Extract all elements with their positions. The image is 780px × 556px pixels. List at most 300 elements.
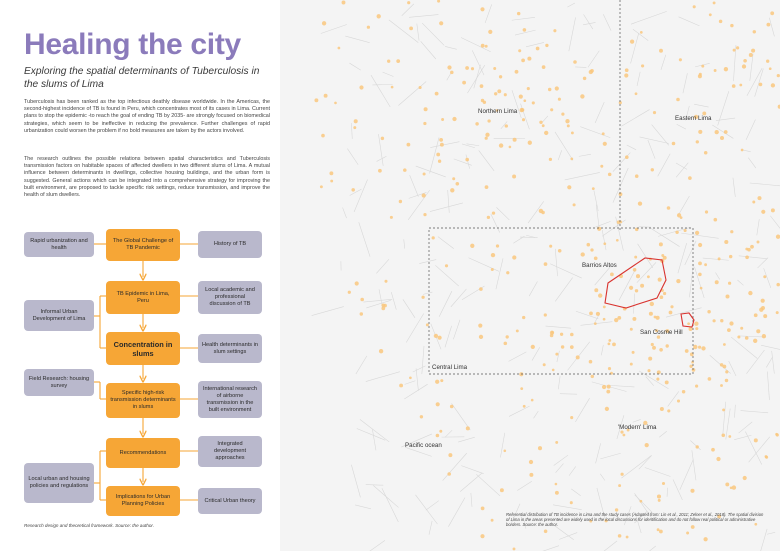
- tb-case-dot: [666, 344, 669, 347]
- tb-case-dot: [603, 142, 607, 146]
- tb-case-dot: [348, 291, 351, 294]
- tb-case-dot: [754, 313, 758, 317]
- tb-case-dot: [618, 484, 621, 487]
- tb-case-dot: [420, 415, 423, 418]
- tb-case-dot: [481, 507, 485, 511]
- tb-case-dot: [757, 241, 760, 244]
- tb-case-dot: [491, 253, 495, 257]
- map-label-pacific-ocean: Pacific ocean: [405, 442, 442, 449]
- tb-case-dot: [749, 53, 753, 57]
- tb-case-dot: [589, 360, 593, 364]
- tb-case-dot: [629, 286, 633, 290]
- tb-case-dot: [545, 44, 548, 47]
- tb-case-dot: [353, 126, 356, 129]
- tb-case-dot: [742, 64, 746, 68]
- tb-case-dot: [612, 343, 616, 347]
- tb-case-dot: [736, 46, 739, 49]
- box-local-academic-discussion: Local academic and professional discussion of TB: [198, 281, 262, 314]
- tb-case-dot: [424, 107, 428, 111]
- tb-case-dot: [538, 446, 542, 450]
- tb-case-dot: [555, 491, 559, 495]
- tb-case-dot: [714, 69, 717, 72]
- tb-case-dot: [439, 21, 443, 25]
- tb-case-dot: [391, 86, 394, 89]
- tb-case-dot: [422, 193, 426, 197]
- tb-case-dot: [592, 187, 595, 190]
- tb-case-dot: [687, 322, 690, 325]
- tb-case-dot: [479, 287, 483, 291]
- tb-case-dot: [360, 298, 364, 302]
- tb-case-dot: [729, 321, 733, 325]
- tb-case-dot: [487, 119, 490, 122]
- tb-case-dot: [733, 49, 736, 52]
- tb-case-dot: [745, 336, 749, 340]
- tb-case-dot: [750, 245, 754, 249]
- map-label-san-cosme-hill: San Cosme Hill: [640, 329, 683, 336]
- tb-case-dot: [597, 227, 601, 231]
- tb-case-dot: [608, 173, 612, 177]
- tb-case-dot: [555, 353, 558, 356]
- tb-case-dot: [436, 153, 440, 157]
- tb-case-dot: [614, 318, 618, 322]
- map-label-northern-lima: Northern Lima: [478, 108, 517, 115]
- tb-case-dot: [550, 334, 554, 338]
- tb-case-dot: [322, 21, 326, 25]
- tb-case-dot: [558, 249, 562, 253]
- tb-case-dot: [720, 384, 723, 387]
- tb-case-dot: [776, 283, 780, 287]
- tb-case-dot: [730, 24, 733, 27]
- tb-case-dot: [737, 335, 740, 338]
- tb-case-dot: [492, 211, 495, 214]
- tb-case-dot: [667, 206, 671, 210]
- tb-case-dot: [518, 49, 521, 52]
- tb-case-dot: [686, 532, 689, 535]
- tb-case-dot: [724, 67, 728, 71]
- tb-case-dot: [506, 335, 509, 338]
- tb-case-dot: [751, 49, 755, 53]
- tb-case-dot: [704, 151, 708, 155]
- box-health-determinants: Health determinants in slum settings: [198, 334, 262, 363]
- tb-case-dot: [625, 68, 629, 72]
- tb-case-dot: [619, 192, 623, 196]
- tb-case-dot: [320, 185, 323, 188]
- tb-case-dot: [762, 334, 766, 338]
- tb-case-dot: [594, 322, 597, 325]
- tb-case-dot: [481, 44, 485, 48]
- tb-case-dot: [667, 409, 670, 412]
- tb-case-dot: [715, 280, 719, 284]
- tb-case-dot: [699, 73, 702, 76]
- tb-case-dot: [565, 119, 569, 123]
- tb-case-dot: [561, 113, 564, 116]
- tb-case-dot: [636, 274, 640, 278]
- tb-case-dot: [723, 365, 727, 369]
- tb-case-dot: [730, 486, 733, 489]
- tb-case-dot: [441, 118, 444, 121]
- tb-case-dot: [645, 443, 649, 447]
- tb-case-dot: [640, 284, 644, 288]
- tb-case-dot: [470, 244, 474, 248]
- tb-case-dot: [480, 7, 484, 11]
- tb-case-dot: [532, 101, 535, 104]
- tb-case-dot: [694, 322, 698, 326]
- tb-case-dot: [485, 45, 488, 48]
- tb-case-dot: [743, 476, 747, 480]
- tb-case-dot: [329, 171, 333, 175]
- tb-case-dot: [452, 117, 456, 121]
- tb-case-dot: [713, 319, 716, 322]
- research-paragraph: The research outlines the possible relations between spatial characteristics and Tuberculosis transmission factors on habitable spaces of affected dwellers in two different slums of Lima. A mutual influence between determinants in dwellings, collective housing buildings, and the urban form is suggested. General actions which can be integrated into a comprehensive strategy for improving the built environment, are proposed to tackle specific risk settings, reduce transmission, and improve the health of slum dwellers.: [24, 156, 270, 199]
- tb-case-dot: [776, 311, 779, 314]
- tb-case-dot: [536, 47, 540, 51]
- tb-case-dot: [544, 313, 547, 316]
- tb-case-dot: [527, 57, 531, 61]
- tb-case-dot: [527, 87, 530, 90]
- tb-case-dot: [520, 387, 523, 390]
- tb-case-dot: [720, 136, 724, 140]
- tb-case-dot: [544, 131, 548, 135]
- tb-case-dot: [725, 482, 729, 486]
- tb-case-dot: [558, 98, 561, 101]
- tb-case-dot: [390, 216, 393, 219]
- tb-case-dot: [728, 435, 731, 438]
- tb-case-dot: [573, 60, 577, 64]
- tb-case-dot: [423, 172, 426, 175]
- tb-case-dot: [499, 143, 503, 147]
- tb-case-dot: [513, 547, 516, 550]
- tb-case-dot: [432, 236, 435, 239]
- tb-case-dot: [555, 483, 558, 486]
- map-label-barrios-altos: Barrios Altos: [582, 262, 617, 269]
- tb-case-dot: [445, 264, 448, 267]
- tb-case-dot: [722, 408, 725, 411]
- tb-case-dot: [567, 124, 570, 127]
- map-label-modern-lima: 'Modern' Lima: [618, 424, 656, 431]
- tb-case-dot: [587, 243, 591, 247]
- tb-case-dot: [504, 342, 508, 346]
- tb-case-dot: [660, 295, 664, 299]
- tb-case-dot: [360, 312, 363, 315]
- tb-case-dot: [452, 177, 455, 180]
- tb-case-dot: [543, 363, 546, 366]
- tb-case-dot: [652, 346, 656, 350]
- tb-case-dot: [544, 530, 548, 534]
- tb-case-dot: [632, 317, 636, 321]
- tb-case-dot: [703, 537, 707, 541]
- tb-case-dot: [512, 175, 516, 179]
- tb-case-dot: [676, 98, 680, 102]
- tb-case-dot: [765, 455, 768, 458]
- tb-case-dot: [659, 242, 663, 246]
- tb-case-dot: [771, 208, 775, 212]
- tb-case-dot: [606, 390, 610, 394]
- tb-case-dot: [740, 327, 743, 330]
- tb-case-dot: [676, 279, 680, 283]
- tb-case-dot: [570, 333, 574, 337]
- tb-case-dot: [695, 327, 698, 330]
- tb-case-dot: [523, 405, 526, 408]
- map-svg: [280, 0, 780, 551]
- tb-case-dot: [602, 132, 605, 135]
- tb-case-dot: [698, 261, 702, 265]
- tb-case-dot: [561, 345, 564, 348]
- tb-case-dot: [654, 316, 657, 319]
- tb-case-dot: [602, 385, 606, 389]
- tb-case-dot: [719, 20, 723, 24]
- tb-case-dot: [440, 379, 443, 382]
- tb-case-dot: [491, 519, 494, 522]
- tb-case-dot: [493, 67, 496, 70]
- tb-case-dot: [603, 318, 606, 321]
- tb-case-dot: [419, 86, 422, 89]
- box-international-research: International research of airborne transmission in the built environment: [198, 381, 262, 418]
- tb-case-dot: [624, 73, 628, 77]
- tb-case-dot: [689, 365, 692, 368]
- box-integrated-development: Integrated development approaches: [198, 436, 262, 467]
- tb-case-dot: [691, 361, 694, 364]
- tb-case-dot: [475, 122, 478, 125]
- tb-case-dot: [696, 140, 699, 143]
- tb-case-dot: [692, 368, 696, 372]
- tb-case-dot: [531, 345, 535, 349]
- tb-case-dot: [553, 29, 556, 32]
- tb-case-dot: [570, 416, 573, 419]
- tb-case-dot: [409, 27, 413, 31]
- tb-case-dot: [594, 288, 598, 292]
- tb-case-dot: [447, 472, 451, 476]
- tb-case-dot: [504, 450, 507, 453]
- tb-case-dot: [542, 65, 546, 69]
- tb-case-dot: [688, 176, 692, 180]
- box-global-challenge: The Global Challenge of TB Pandemic: [106, 229, 180, 261]
- tb-case-dot: [436, 402, 440, 406]
- tb-case-dot: [753, 339, 757, 343]
- tb-case-dot: [763, 314, 767, 318]
- tb-case-dot: [695, 385, 698, 388]
- tb-case-dot: [521, 59, 525, 63]
- tb-incidence-map: [280, 0, 780, 551]
- tb-case-dot: [434, 334, 438, 338]
- tb-case-dot: [379, 349, 383, 353]
- tb-case-dot: [560, 333, 563, 336]
- tb-case-dot: [693, 5, 696, 8]
- tb-case-dot: [640, 31, 643, 34]
- tb-case-dot: [682, 390, 685, 393]
- tb-case-dot: [505, 124, 508, 127]
- tb-case-dot: [324, 94, 328, 98]
- tb-case-dot: [658, 278, 662, 282]
- tb-case-dot: [766, 23, 770, 27]
- box-field-research: Field Research: housing survey: [24, 369, 94, 396]
- tb-case-dot: [513, 138, 517, 142]
- tb-case-dot: [714, 218, 718, 222]
- tb-case-dot: [497, 89, 501, 93]
- tb-case-dot: [660, 407, 664, 411]
- tb-case-dot: [730, 230, 733, 233]
- tb-case-dot: [724, 240, 728, 244]
- tb-case-dot: [701, 65, 704, 68]
- tb-case-dot: [399, 384, 403, 388]
- tb-case-dot: [573, 203, 576, 206]
- tb-case-dot: [638, 201, 642, 205]
- tb-case-dot: [381, 137, 384, 140]
- tb-case-dot: [462, 81, 466, 85]
- tb-case-dot: [701, 346, 705, 350]
- tb-case-dot: [665, 380, 669, 384]
- tb-case-dot: [605, 407, 609, 411]
- intro-paragraph: Tuberculosis has been ranked as the top infectious deathly disease worldwide. In the Americas, the second-highest incidence of TB is found in Peru, which concentrates most of its cases in Lima. Current plans to stop the epidemic -to reach the goal of ending TB by 2035- are strongly focused on biomedical strategies, which seem to be ineffective in reducing the prevalence. Further challenges of rapid urbanization could worsen the problem if no bold measures are taken by the actors involved.: [24, 99, 270, 135]
- tb-case-dot: [548, 88, 551, 91]
- tb-case-dot: [522, 316, 525, 319]
- tb-case-dot: [659, 49, 663, 53]
- tb-case-dot: [709, 13, 712, 16]
- tb-case-dot: [670, 305, 673, 308]
- tb-case-dot: [632, 351, 635, 354]
- tb-case-dot: [512, 255, 516, 259]
- tb-case-dot: [659, 348, 663, 352]
- tb-case-dot: [647, 275, 650, 278]
- tb-case-dot: [775, 433, 778, 436]
- tb-case-dot: [338, 47, 341, 50]
- tb-case-dot: [465, 158, 469, 162]
- tb-case-dot: [500, 488, 504, 492]
- tb-case-dot: [635, 92, 638, 95]
- tb-case-dot: [657, 494, 661, 498]
- tb-case-dot: [630, 39, 634, 43]
- tb-case-dot: [698, 273, 702, 277]
- tb-case-dot: [330, 180, 333, 183]
- tb-case-dot: [522, 118, 525, 121]
- tb-case-dot: [696, 445, 699, 448]
- tb-case-dot: [756, 329, 760, 333]
- tb-case-dot: [626, 536, 629, 539]
- tb-case-dot: [570, 158, 573, 161]
- tb-case-dot: [485, 185, 489, 189]
- tb-case-dot: [700, 287, 703, 290]
- tb-case-dot: [728, 282, 731, 285]
- tb-case-dot: [724, 130, 728, 134]
- tb-case-dot: [334, 102, 337, 105]
- tb-case-dot: [603, 242, 606, 245]
- tb-case-dot: [488, 30, 492, 34]
- tb-case-dot: [342, 1, 346, 5]
- tb-case-dot: [594, 256, 598, 260]
- tb-case-dot: [610, 273, 614, 277]
- tb-case-dot: [754, 438, 758, 442]
- tb-case-dot: [723, 343, 726, 346]
- tb-case-dot: [620, 431, 623, 434]
- tb-case-dot: [438, 336, 442, 340]
- tb-case-dot: [679, 58, 682, 61]
- tb-case-dot: [485, 137, 488, 140]
- tb-case-dot: [377, 14, 381, 18]
- tb-case-dot: [523, 99, 526, 102]
- tb-case-dot: [580, 94, 584, 98]
- text-panel: [0, 0, 280, 551]
- tb-case-dot: [722, 434, 726, 438]
- tb-case-dot: [677, 213, 681, 217]
- tb-case-dot: [552, 369, 555, 372]
- tb-case-dot: [539, 121, 542, 124]
- tb-case-dot: [407, 1, 410, 4]
- map-label-eastern-lima: Eastern Lima: [675, 115, 711, 122]
- tb-case-dot: [705, 210, 708, 213]
- tb-case-dot: [509, 146, 512, 149]
- box-high-risk-determinants: Specific high-risk transmission determinants in slums: [106, 383, 180, 418]
- tb-case-dot: [481, 99, 484, 102]
- tb-case-dot: [669, 311, 673, 315]
- tb-case-dot: [641, 64, 644, 67]
- map-caption: Referential distribution of TB incidence in Lima and the study cases (Adapted from: Lin et al., 2011; Zelner et al., 2018). The spatial division of Lima in the areas presented are widely used in the local discussions for identification and do not follow real political or administrative borders. Source: the author.: [506, 512, 768, 528]
- tb-case-dot: [650, 302, 654, 306]
- tb-case-dot: [689, 327, 693, 331]
- tb-case-dot: [753, 30, 756, 33]
- tb-case-dot: [528, 141, 532, 145]
- tb-case-dot: [521, 108, 525, 112]
- tb-case-dot: [685, 349, 689, 353]
- tb-case-dot: [423, 213, 426, 216]
- tb-case-dot: [647, 369, 650, 372]
- tb-case-dot: [672, 142, 676, 146]
- tb-case-dot: [663, 292, 666, 295]
- tb-case-dot: [479, 335, 483, 339]
- tb-case-dot: [478, 324, 482, 328]
- tb-case-dot: [583, 77, 586, 80]
- tb-case-dot: [450, 188, 454, 192]
- tb-case-dot: [635, 289, 638, 292]
- diagram-caption: Research design and theoretical framework. Source: the author.: [24, 523, 154, 528]
- tb-case-dot: [515, 70, 519, 74]
- tb-case-dot: [544, 262, 548, 266]
- tb-case-dot: [367, 26, 370, 29]
- tb-case-dot: [423, 122, 426, 125]
- tb-case-dot: [720, 319, 723, 322]
- tb-case-dot: [517, 12, 520, 15]
- tb-case-dot: [690, 489, 694, 493]
- tb-case-dot: [555, 86, 559, 90]
- tb-case-dot: [727, 328, 731, 332]
- tb-case-dot: [529, 460, 533, 464]
- tb-case-dot: [759, 83, 763, 87]
- tb-case-dot: [732, 84, 736, 88]
- tb-case-dot: [725, 370, 728, 373]
- tb-case-dot: [761, 210, 765, 214]
- tb-case-dot: [549, 245, 552, 248]
- tb-case-dot: [381, 307, 385, 311]
- tb-case-dot: [763, 275, 766, 278]
- box-history-of-tb: History of TB: [198, 231, 262, 258]
- tb-case-dot: [448, 453, 452, 457]
- tb-case-dot: [378, 169, 382, 173]
- tb-case-dot: [653, 111, 656, 114]
- tb-case-dot: [657, 528, 660, 531]
- tb-case-dot: [729, 255, 732, 258]
- tb-case-dot: [359, 85, 363, 89]
- tb-case-dot: [716, 457, 720, 461]
- tb-case-dot: [598, 293, 602, 297]
- tb-case-dot: [447, 65, 451, 69]
- tb-case-dot: [519, 95, 523, 99]
- tb-case-dot: [630, 328, 633, 331]
- tb-case-dot: [550, 108, 553, 111]
- tb-case-dot: [494, 92, 497, 95]
- tb-case-dot: [648, 357, 652, 361]
- tb-case-dot: [761, 299, 765, 303]
- tb-case-dot: [777, 74, 780, 77]
- tb-case-dot: [633, 268, 637, 272]
- tb-case-dot: [608, 343, 611, 346]
